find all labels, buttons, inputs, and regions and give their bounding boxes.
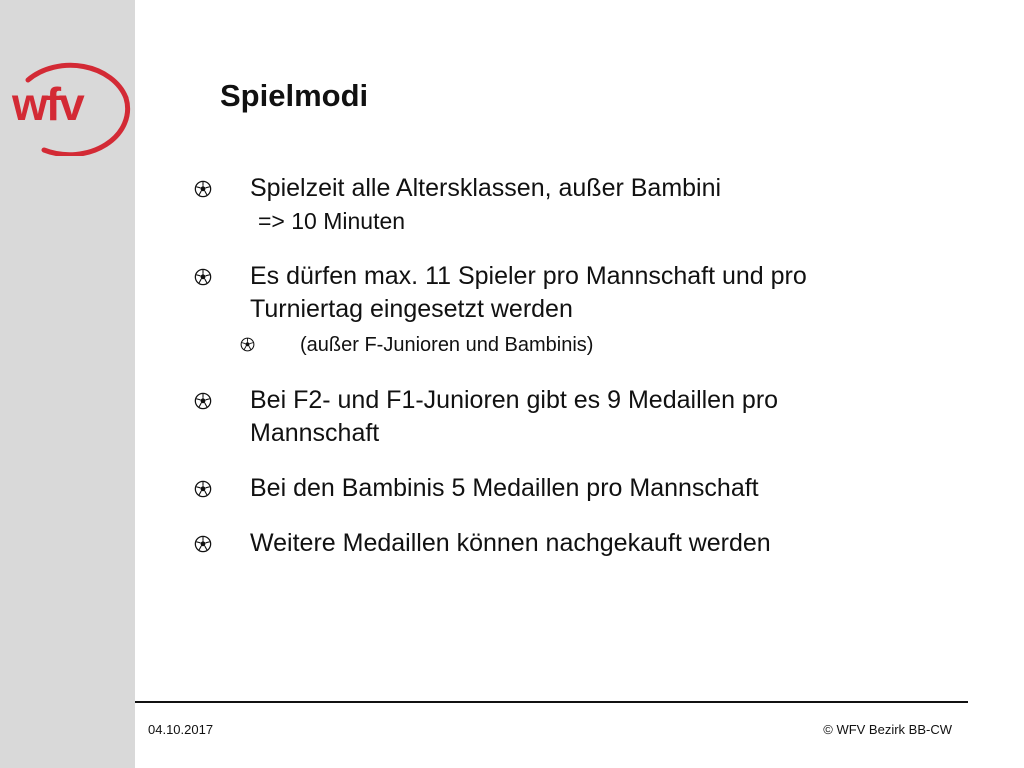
bullet-item (190, 384, 930, 450)
soccer-ball-icon (240, 337, 255, 352)
bullet-item (190, 260, 930, 326)
bullet-item (190, 527, 930, 560)
bullet-text: Bei F2- und F1-Junioren gibt es 9 Medaillen pro (250, 386, 779, 414)
wfv-logo (8, 52, 134, 156)
soccer-ball-icon (194, 480, 212, 498)
sub-bullet-item (190, 332, 930, 358)
bullet-text: Weitere Medaillen können nachgekauft werden (250, 529, 771, 557)
bullet-text: => 10 Minuten (258, 208, 406, 234)
soccer-ball-icon (194, 180, 212, 198)
logo-text: wfv (12, 78, 83, 130)
bullet-list (190, 172, 930, 560)
bullet-text: Spielzeit alle Altersklassen, außer Bambini (250, 174, 722, 202)
bullet-text: Mannschaft (250, 419, 380, 447)
bullet-item (190, 472, 930, 505)
footer-divider (135, 701, 968, 703)
bullet-text: (außer F-Junioren und Bambinis) (300, 334, 594, 356)
soccer-ball-icon (194, 268, 212, 286)
footer-copyright: © WFV Bezirk BB-CW (823, 722, 952, 737)
bullet-text: Es dürfen max. 11 Spieler pro Mannschaft und pro (250, 262, 807, 290)
slide-title: Spielmodi (220, 78, 369, 113)
soccer-ball-icon (194, 535, 212, 553)
bullet-text: Turniertag eingesetzt werden (250, 295, 573, 323)
footer-date: 04.10.2017 (148, 722, 214, 737)
bullet-item (190, 172, 930, 238)
bullet-text: Bei den Bambinis 5 Medaillen pro Mannschaft (250, 474, 759, 502)
soccer-ball-icon (194, 392, 212, 410)
